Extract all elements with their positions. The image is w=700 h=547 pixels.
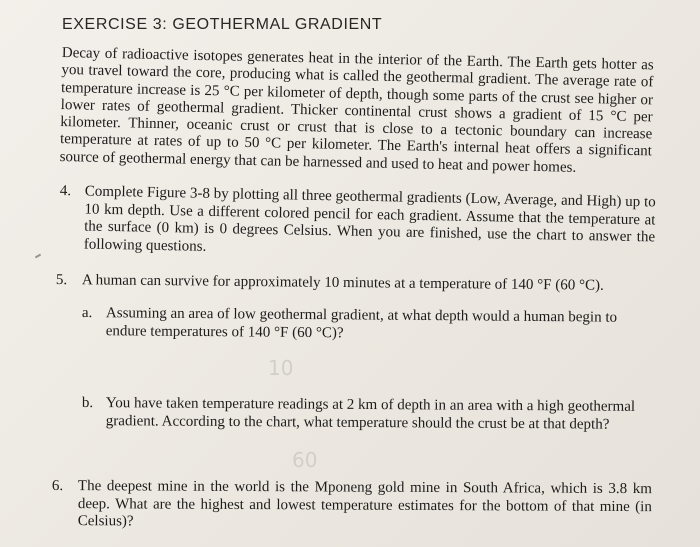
question-4-text: Complete Figure 3-8 by plotting all three geothermal gradients (Low, Average, and High) up to 10 km depth. Use a different colored pencil for each gradient. Assume that the temperature at the surface (0 km) is 0 degrees Celsius. When you are finished, use the chart to answer the following questions. [83, 183, 656, 255]
question-5-number: 5. [55, 272, 68, 289]
question-4-number: 4. [59, 183, 72, 200]
question-5a-text: Assuming an area of low geothermal gradient, at what depth would a human begin to endure temperatures of 140 °F (60 °C)? [105, 305, 618, 341]
question-5-text: A human can survive for approximately 10 minutes at a temperature of 140 °F (60 °C). [81, 272, 604, 294]
faint-pencil-mark: 10 [268, 356, 294, 380]
question-5b-letter: b. [81, 395, 94, 412]
question-5 [56, 272, 656, 296]
intro-paragraph: Decay of radioactive isotopes generates heat in the interior of the Earth. The Earth gets hotter as you travel toward the core, producing what is called the geothermal gradient. The average rate of temperature increase is 25 °C per kilometer of depth, though some parts of the crust see higher or lower rates of geothermal gradient. Thicker continental crust shows a gradient of 15 °C per kilometer. Thinner, oceanic crust or crust that is close to a tectonic boundary can increase temperature at rates of up to 50 °C per kilometer. The Earth's internal heat offers a significant source of geothermal energy that can be harnessed and used to heat and power homes. [59, 45, 654, 176]
question-5a-letter: a. [81, 305, 93, 322]
question-6 [52, 478, 652, 534]
exercise-heading: EXERCISE 3: GEOTHERMAL GRADIENT [62, 16, 383, 33]
question-4 [59, 183, 656, 264]
question-5b-text: You have taken temperature readings at 2 km of depth in an area with a high geothermal gradient. According to the chart, what temperature should the crust be at that depth? [105, 395, 636, 433]
question-5a [82, 305, 654, 345]
question-5b [82, 395, 654, 434]
faint-pencil-mark: 60 [292, 448, 318, 472]
question-6-number: 6. [51, 478, 64, 495]
question-6-text: The deepest mine in the world is the Mponeng gold mine in South Africa, which is 3.8 km deep. What are the highest and lowest temperature estimates for the bottom of that mine (in Celsius)? [77, 478, 652, 530]
pencil-tick-mark [35, 254, 41, 259]
